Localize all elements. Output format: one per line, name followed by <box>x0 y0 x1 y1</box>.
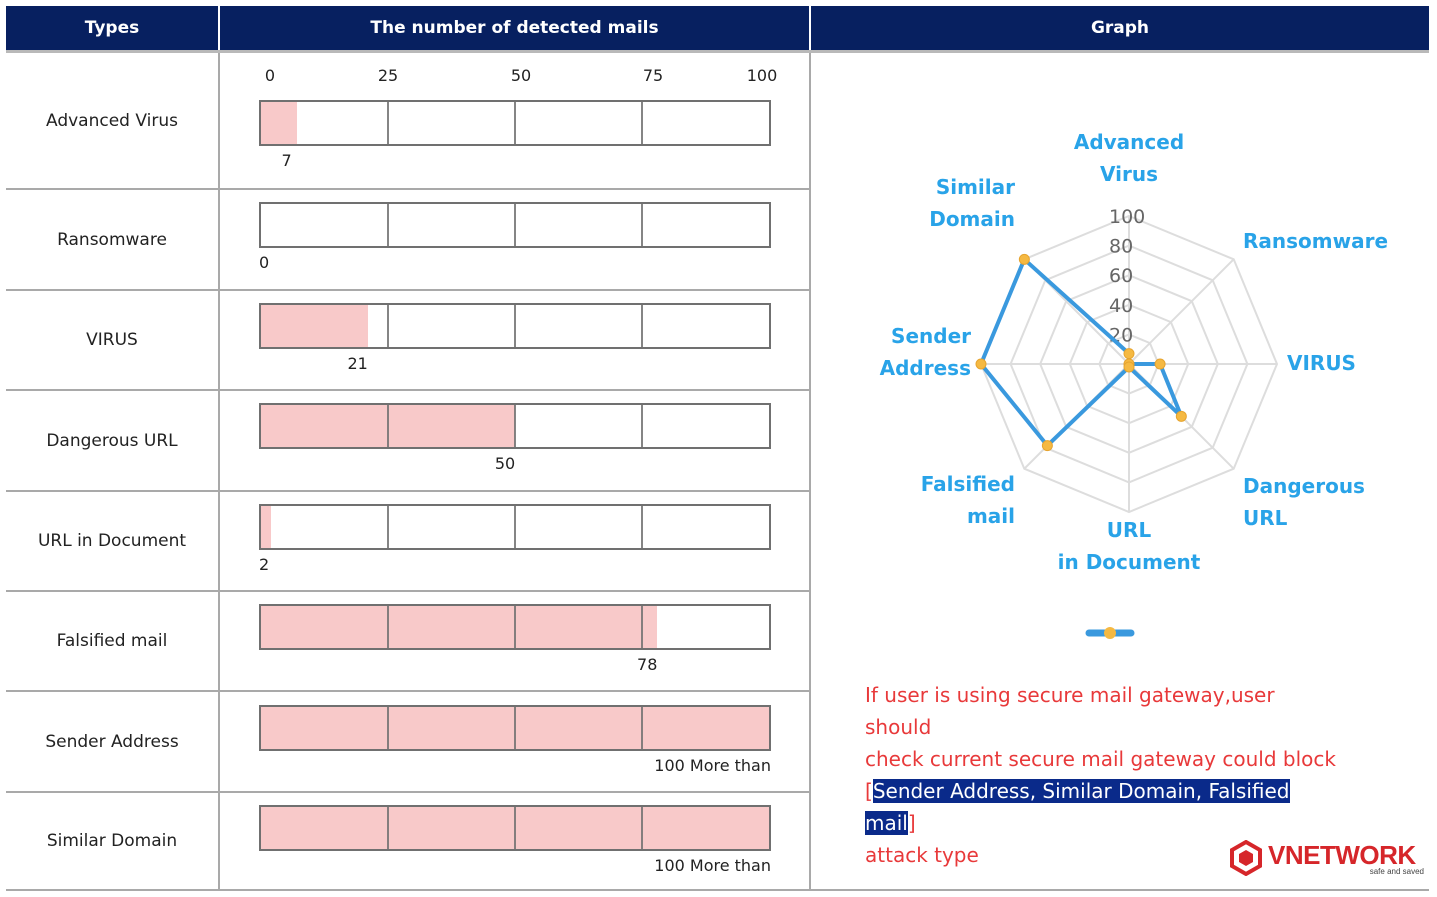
radar-axis-label-line: VIRUS <box>1287 351 1356 375</box>
radar-axis-label-line: Advanced <box>1073 130 1185 154</box>
table-bottom-rule <box>6 889 1429 891</box>
bar-box <box>259 100 771 146</box>
radar-axis-label <box>929 175 1015 231</box>
bar-grid-line <box>387 102 389 144</box>
type-label: Sender Address <box>45 731 179 752</box>
header-count-label: The number of detected mails <box>370 18 659 38</box>
radar-axis-label <box>1287 351 1356 375</box>
header-count <box>220 6 809 50</box>
bar-box <box>259 805 771 851</box>
note-line-2: check current secure mail gateway could block <box>865 747 1336 771</box>
bar-box <box>259 504 771 550</box>
radar-axis-label <box>880 324 971 380</box>
radar-tick-label: 60 <box>1109 265 1134 288</box>
radar-axis-label-line: URL <box>1243 506 1288 530</box>
header-graph-label: Graph <box>1090 18 1150 38</box>
type-label: Advanced Virus <box>46 111 178 131</box>
note-line-3 <box>865 775 1345 839</box>
bar-grid-line <box>641 606 643 648</box>
bar-fill <box>261 102 297 144</box>
bar-grid-line <box>641 204 643 246</box>
radar-axis-label-line: Ransomware <box>1243 229 1389 253</box>
type-label: Falsified mail <box>56 631 168 651</box>
header-types <box>6 6 218 50</box>
bar-grid-line <box>514 102 516 144</box>
bar-grid-line <box>387 707 389 749</box>
bar-grid-line <box>514 606 516 648</box>
vnetwork-logo-tagline: safe and saved <box>1369 867 1424 876</box>
radar-axis-label-line: in Document <box>1057 550 1201 574</box>
bar-grid-line <box>387 405 389 447</box>
scale-tick-100: 100 <box>746 66 778 85</box>
bar-grid-line <box>514 204 516 246</box>
row-separator <box>6 690 809 692</box>
radar-tick-label: 40 <box>1109 294 1134 317</box>
note-bracket-close: ] <box>907 811 916 835</box>
bar-grid-line <box>514 305 516 347</box>
radar-legend-marker <box>1104 627 1116 639</box>
row-separator <box>6 490 809 492</box>
note-line-4: attack type <box>865 843 979 867</box>
bar-value-label: 100 More than <box>654 756 771 775</box>
bar-grid-line <box>514 707 516 749</box>
bar-grid-line <box>387 506 389 548</box>
radar-axis-label <box>1243 474 1365 530</box>
radar-point <box>1124 362 1134 372</box>
bar-grid-line <box>641 102 643 144</box>
row-separator <box>6 389 809 391</box>
bar-fill <box>261 506 271 548</box>
radar-axis-label-line: URL <box>1106 518 1152 542</box>
note-line-1: If user is using secure mail gateway,user should <box>865 683 1275 739</box>
radar-axis-label-line: Similar <box>935 175 1015 199</box>
scale-tick-25: 25 <box>377 66 399 85</box>
radar-axis-label-line: Domain <box>929 207 1015 231</box>
scale-tick-75: 75 <box>642 66 664 85</box>
radar-axis-label <box>1243 229 1388 253</box>
radar-axis-label-line: Virus <box>1100 162 1158 186</box>
row-separator <box>6 289 809 291</box>
bar-value-label: 21 <box>347 354 368 373</box>
radar-point <box>1155 359 1165 369</box>
bar-grid-line <box>514 506 516 548</box>
scale-tick-0: 0 <box>264 66 276 85</box>
bar-fill <box>261 305 368 347</box>
bar-fill <box>261 606 657 648</box>
vnetwork-logo-name: VNETWORK <box>1268 840 1416 870</box>
note-bracket-open: [ <box>865 779 873 803</box>
bar-box <box>259 303 771 349</box>
bar-grid-line <box>641 405 643 447</box>
bar-grid-line <box>387 606 389 648</box>
bar-value-label: 7 <box>281 151 292 170</box>
header-graph <box>811 6 1429 50</box>
row-separator <box>6 188 809 190</box>
radar-tick-label: 20 <box>1109 324 1134 347</box>
bar-grid-line <box>641 707 643 749</box>
bar-box <box>259 604 771 650</box>
bar-grid-line <box>387 305 389 347</box>
radar-axis-label <box>1074 130 1184 186</box>
header-types-label: Types <box>84 18 140 38</box>
type-label: URL in Document <box>37 531 187 551</box>
radar-axis-label-line: Sender <box>891 324 971 348</box>
radar-axis-label <box>921 472 1015 528</box>
bar-grid-line <box>514 807 516 849</box>
radar-point <box>1019 254 1029 264</box>
type-label: Dangerous URL <box>46 430 178 451</box>
bar-value-label: 2 <box>259 555 270 574</box>
bar-grid-line <box>641 506 643 548</box>
type-label: Ransomware <box>57 229 167 250</box>
vnetwork-logo-icon <box>1228 840 1264 876</box>
bar-grid-line <box>641 807 643 849</box>
vnetwork-logo <box>1228 840 1428 880</box>
radar-tick-label: 100 <box>1109 206 1146 228</box>
radar-axis-label-line: mail <box>966 504 1015 528</box>
bar-grid-line <box>387 204 389 246</box>
bar-grid-line <box>387 807 389 849</box>
radar-axis-label-line: Dangerous <box>1243 474 1365 498</box>
type-label: VIRUS <box>86 330 138 350</box>
radar-chart <box>811 53 1429 653</box>
radar-axis-label <box>1058 518 1201 574</box>
radar-point <box>976 359 986 369</box>
radar-point <box>1176 411 1186 421</box>
bar-value-label: 100 More than <box>654 856 771 875</box>
radar-point <box>1124 349 1134 359</box>
bar-box <box>259 705 771 751</box>
bar-box <box>259 202 771 248</box>
radar-tick-label: 80 <box>1109 235 1134 258</box>
bar-grid-line <box>641 305 643 347</box>
row-separator <box>6 590 809 592</box>
scale-tick-50: 50 <box>510 66 532 85</box>
bar-value-label: 0 <box>259 253 270 272</box>
radar-point <box>1042 441 1052 451</box>
bar-grid-line <box>514 405 516 447</box>
bar-box <box>259 403 771 449</box>
row-separator <box>6 791 809 793</box>
bar-value-label: 50 <box>494 454 516 473</box>
bar-value-label: 78 <box>637 655 658 674</box>
type-label: Similar Domain <box>46 830 178 851</box>
note-highlight: Sender Address, Similar Domain, Falsified mail <box>865 779 1290 835</box>
radar-axis-label-line: Address <box>879 356 971 380</box>
radar-series-line <box>981 259 1181 445</box>
radar-axis-label-line: Falsified <box>920 472 1015 496</box>
